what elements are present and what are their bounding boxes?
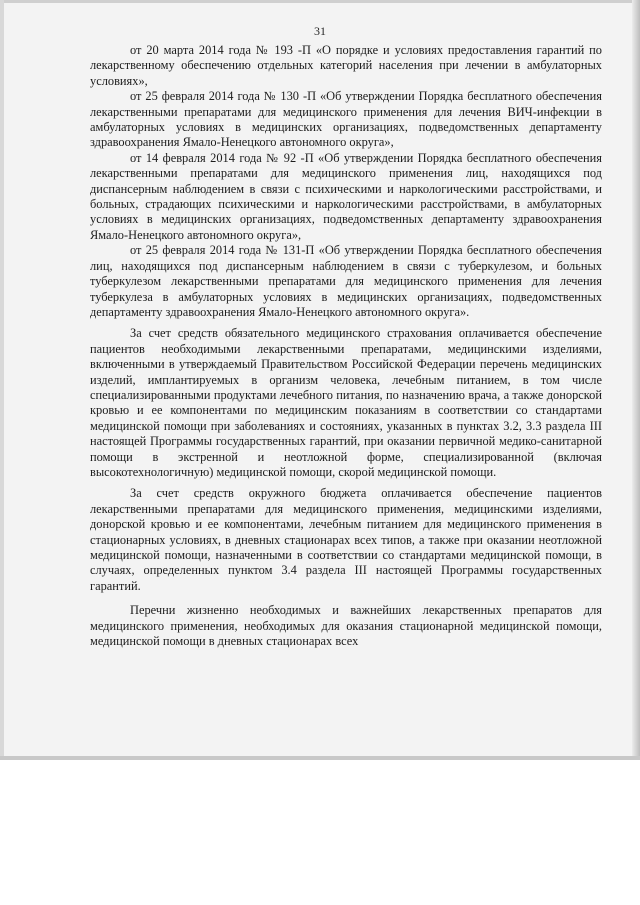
document-body	[90, 43, 602, 649]
paragraph-decree-131: от 25 февраля 2014 года № 131-П «Об утверждении Порядка бесплатного обеспечения лиц, находящихся под диспансерным наблюдением в связи с туберкулезом, и больных туберкулезом лекарственными препаратами для медицинского применения для лечения туберкулеза в амбулаторных условиях в медицинских организациях, подведомственных департаменту здравоохранения Ямало-Ненецкого автономного округа».	[90, 243, 602, 319]
paragraph-oms-funding: За счет средств обязательного медицинского страхования оплачивается обеспечение пациентов необходимыми лекарственными препаратами, медицинскими изделиями, включенными в утверждаемый Правительством Российской Федерации перечень медицинских изделий, имплантируемых в организм человека, лечебным питанием, в том числе специализированными продуктами лечебного питания, по назначению врача, а также донорской кровью и ее компонентами по медицинским показаниям в соответствии со стандартами медицинской помощи при заболеваниях и состояниях, указанных в пунктах 3.2, 3.3 раздела III настоящей Программы государственных гарантий, при оказании первичной медико-санитарной помощи в экстренной и неотложной форме, специализированной (включая высокотехнологичную) медицинской помощи, скорой медицинской помощи.	[90, 326, 602, 479]
paragraph-decree-130: от 25 февраля 2014 года № 130 -П «Об утверждении Порядка бесплатного обеспечения лекарственными препаратами для медицинского применения для лечения ВИЧ-инфекции в амбулаторных условиях в медицинских организациях, подведомственных департаменту здравоохранения Ямало-Ненецкого автономного округа»,	[90, 89, 602, 150]
paragraph-decree-193: от 20 марта 2014 года № 193 -П «О порядке и условиях предоставления гарантий по лекарственному обеспечению отдельных категорий населения при лечении в амбулаторных условиях»,	[90, 43, 602, 88]
page-number: 31	[314, 24, 326, 38]
paragraph-decree-92: от 14 февраля 2014 года № 92 -П «Об утверждении Порядка бесплатного обеспечения лекарственными препаратами для медицинского применения лиц, находящихся под диспансерным наблюдением в связи с психическими и наркологическими расстройствами, и больных, страдающих психическими и наркологическими расстройствами, в амбулаторных условиях в медицинских организациях, подведомственных департаменту здравоохранения Ямало-Ненецкого автономного округа»,	[90, 150, 602, 242]
scan-edge-bottom	[0, 756, 640, 760]
scan-edge-left	[0, 0, 4, 760]
scan-edge-top	[0, 0, 640, 3]
paragraph-drug-lists: Перечни жизненно необходимых и важнейших лекарственных препаратов для медицинского применения, необходимых для оказания стационарной медицинской помощи, медицинской помощи в дневных стационарах всех	[90, 603, 602, 649]
scan-edge-right	[632, 0, 640, 760]
paragraph-district-budget: За счет средств окружного бюджета оплачивается обеспечение пациентов лекарственными препаратами для медицинского применения, медицинскими изделиями, донорской кровью и ее компонентами, лечебным питанием для медицинского применения в стационарных условиях, в дневных стационарах всех типов, а также при оказании неотложной медицинской помощи, назначенными в соответствии со стандартами медицинской помощи, в случаях, определенных пунктом 3.4 раздела III настоящей Программы государственных гарантий.	[90, 486, 602, 593]
